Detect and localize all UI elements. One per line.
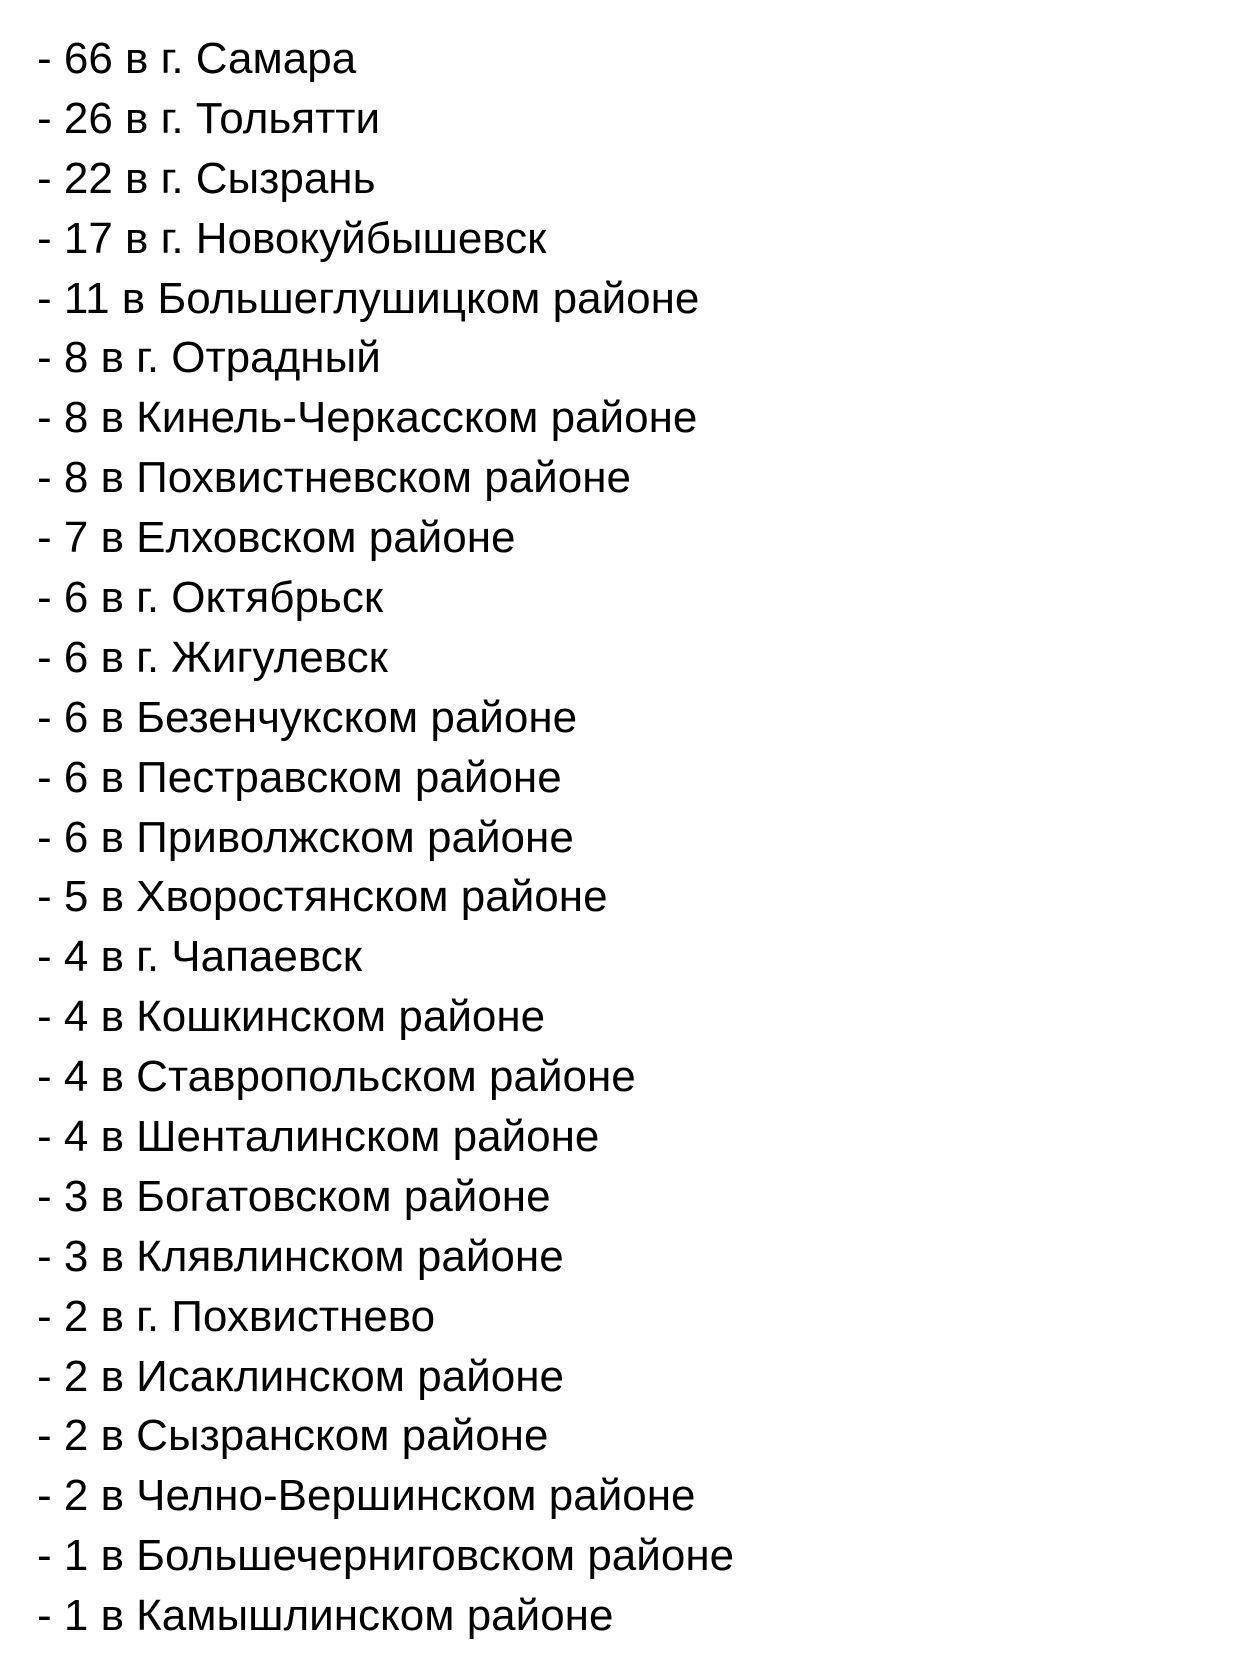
list-item: - 3 в Богатовском районе	[37, 1171, 551, 1221]
list-item: - 8 в г. Отрадный	[37, 333, 381, 383]
list-item: - 1 в Большечерниговском районе	[37, 1531, 735, 1581]
list-item: - 26 в г. Тольятти	[37, 93, 381, 143]
list-item: - 6 в Пестравском районе	[37, 752, 562, 802]
list-item: - 7 в Елховском районе	[37, 513, 516, 563]
list-item: - 66 в г. Самара	[37, 34, 357, 83]
list-item: - 1 в Камышлинском районе	[37, 1591, 614, 1641]
list-item: - 2 в Сызранском районе	[37, 1411, 549, 1461]
list-item: - 4 в Шенталинском районе	[37, 1112, 600, 1162]
list-item: - 6 в Приволжском районе	[37, 812, 574, 862]
list-item: - 2 в Исаклинском районе	[37, 1351, 565, 1401]
list-item: - 4 в г. Чапаевск	[37, 932, 362, 982]
list-item: - 8 в Похвистневском районе	[37, 453, 631, 503]
list-item: - 6 в Безенчукском районе	[37, 692, 578, 742]
case-count-list	[37, 29, 1217, 1646]
list-item: - 2 в Челно-Вершинском районе	[37, 1471, 696, 1521]
list-item: - 4 в Ставропольском районе	[37, 1052, 636, 1102]
list-item: - 6 в г. Октябрьск	[37, 573, 384, 623]
list-item: - 11 в Большеглушицком районе	[37, 273, 700, 323]
list-item: - 22 в г. Сызрань	[37, 153, 376, 203]
list-item: - 3 в Клявлинском районе	[37, 1231, 564, 1281]
list-item: - 5 в Хворостянском районе	[37, 872, 608, 922]
list-item: - 6 в г. Жигулевск	[37, 632, 388, 682]
list-item: - 2 в г. Похвистнево	[37, 1291, 436, 1341]
list-item: - 8 в Кинель-Черкасском районе	[37, 393, 698, 443]
list-item: - 4 в Кошкинском районе	[37, 992, 546, 1042]
list-item: - 17 в г. Новокуйбышевск	[37, 213, 547, 263]
